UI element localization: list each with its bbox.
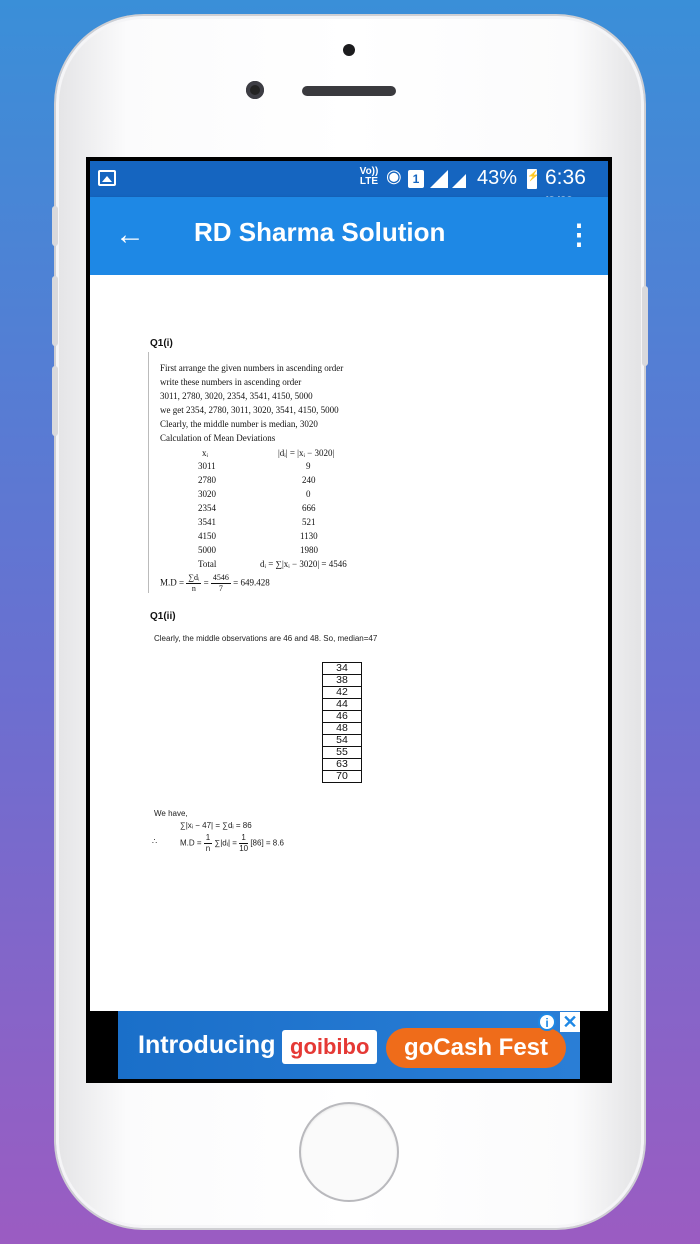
- table-cell-d: 666: [302, 503, 316, 513]
- observation-cell: 44: [323, 699, 361, 711]
- app-bar: [90, 197, 608, 275]
- table-cell-d: 1980: [300, 545, 318, 555]
- ordered-observations-box: [322, 662, 362, 783]
- table-cell-x: 2780: [198, 475, 216, 485]
- observation-cell: 34: [323, 663, 361, 675]
- question-heading: Q1(ii): [150, 611, 176, 622]
- observation-cell: 42: [323, 687, 361, 699]
- md-prefix: M.D =: [160, 577, 185, 588]
- table-cell-x: 3020: [198, 489, 216, 499]
- mute-switch: [52, 206, 58, 246]
- md2-mid: ∑|dᵢ| =: [214, 838, 237, 848]
- battery-charging-icon: [527, 169, 537, 189]
- volume-up-button: [52, 276, 58, 346]
- battery-percent: 43%: [477, 167, 518, 189]
- gallery-notification-icon: [98, 170, 116, 186]
- md-frac-den: n: [191, 584, 196, 593]
- md2-result: [86] = 8.6: [250, 838, 284, 848]
- solution-line: we get 2354, 2780, 3011, 3020, 3541, 4150, 5000: [160, 405, 339, 415]
- table-total-value: dᵢ = ∑|xᵢ − 3020| = 4546: [260, 559, 347, 569]
- observation-cell: 70: [336, 770, 348, 782]
- wifi-icon: ◉: [386, 166, 402, 186]
- table-cell-x: 2354: [198, 503, 216, 513]
- md-fraction-value: [211, 573, 231, 594]
- table-cell-d: 521: [302, 517, 316, 527]
- observation-cell: 38: [323, 675, 361, 687]
- md2-frac2-den: 10: [239, 844, 249, 853]
- home-button[interactable]: [301, 1104, 397, 1200]
- earpiece-speaker: [302, 86, 396, 96]
- md-fraction: [186, 573, 201, 594]
- solution-line: write these numbers in ascending order: [160, 377, 302, 387]
- table-cell-d: 1130: [300, 531, 318, 541]
- md-equals: =: [203, 577, 209, 588]
- sum-equation: ∑|xᵢ − 47| = ∑dᵢ = 86: [180, 821, 252, 830]
- md2-fraction: [204, 833, 212, 854]
- clock: 6:36: [545, 166, 586, 189]
- table-total-label: Total: [198, 559, 217, 569]
- observation-cell: 48: [323, 723, 361, 735]
- app-title: RD Sharma Solution: [194, 217, 446, 247]
- solution-line: Clearly, the middle number is median, 3020: [160, 419, 318, 429]
- mean-deviation-formula: [160, 573, 270, 594]
- volume-down-button: [52, 366, 58, 436]
- table-cell-d: 9: [306, 461, 311, 471]
- ad-banner[interactable]: [118, 1011, 580, 1079]
- solution-line: 3011, 2780, 3020, 2354, 3541, 4150, 5000: [160, 391, 313, 401]
- sim-icon: 1: [408, 170, 424, 188]
- solution-line: First arrange the given numbers in ascending order: [160, 363, 344, 373]
- ad-close-icon[interactable]: ✕: [560, 1012, 580, 1032]
- volte-icon: Vo)) LTE: [359, 166, 379, 187]
- table-header-d: |dᵢ| = |xᵢ − 3020|: [278, 448, 335, 458]
- gocash-fest-button[interactable]: goCash Fest: [386, 1028, 566, 1068]
- solution-content[interactable]: [90, 275, 608, 1011]
- solution-line: Calculation of Mean Deviations: [160, 433, 276, 443]
- md2-prefix: M.D =: [180, 838, 202, 848]
- goibibo-logo: goibibo: [282, 1030, 377, 1064]
- table-cell-d: 240: [302, 475, 316, 485]
- overflow-menu-icon[interactable]: ⋮: [565, 219, 593, 250]
- back-arrow-icon[interactable]: ←: [115, 218, 145, 251]
- table-header-x: xᵢ: [202, 448, 208, 458]
- table-cell-x: 3011: [198, 461, 216, 471]
- md-frac2-num: 4546: [212, 573, 229, 582]
- table-cell-x: 4150: [198, 531, 216, 541]
- observation-cell: 54: [323, 735, 361, 747]
- front-camera-icon: [246, 81, 264, 99]
- margin-line: [148, 352, 149, 593]
- md2-fraction2: [239, 833, 248, 854]
- table-cell-x: 5000: [198, 545, 216, 555]
- status-bar: [90, 161, 608, 197]
- ad-intro-text: Introducing: [138, 1031, 276, 1059]
- we-have-label: We have,: [154, 809, 188, 818]
- proximity-sensor: [343, 44, 355, 56]
- signal-sim1-icon: [430, 170, 448, 188]
- observation-cell: 55: [323, 747, 361, 759]
- therefore-symbol: ∴: [152, 837, 158, 846]
- md2-frac-den: n: [205, 844, 211, 853]
- phone-screen: [86, 157, 612, 1083]
- observation-cell: 63: [323, 759, 361, 771]
- question-heading: Q1(i): [150, 338, 173, 349]
- md2-frac-num: 1: [205, 833, 211, 842]
- md-result: = 649.428: [233, 577, 270, 588]
- observation-cell: 46: [323, 711, 361, 723]
- table-cell-x: 3541: [198, 517, 216, 527]
- table-cell-d: 0: [306, 489, 311, 499]
- solution-line: Clearly, the middle observations are 46 and 48. So, median=47: [154, 634, 378, 643]
- md2-frac2-num: 1: [239, 833, 248, 844]
- ad-info-icon[interactable]: i: [538, 1013, 556, 1031]
- power-button: [642, 286, 648, 366]
- md-frac2-den: 7: [218, 584, 223, 593]
- md-equation: [180, 833, 284, 854]
- signal-sim2-icon: [452, 174, 466, 188]
- md-frac-num: ∑dᵢ: [188, 573, 200, 582]
